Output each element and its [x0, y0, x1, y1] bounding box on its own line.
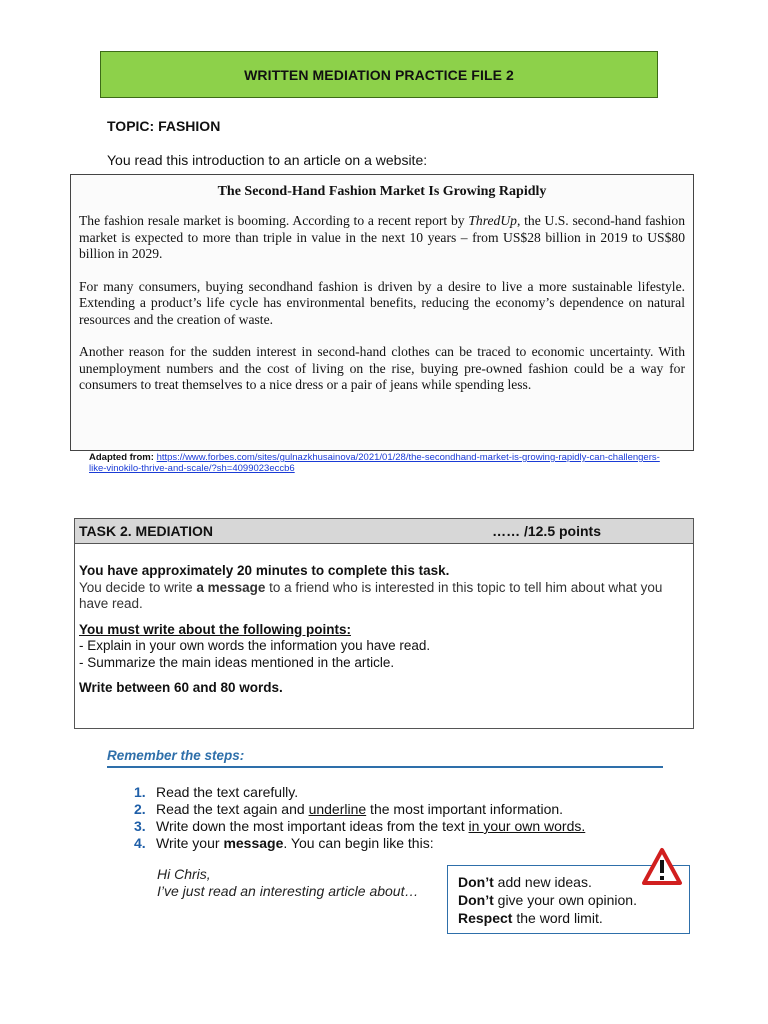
greeting-line-2: I’ve just read an interesting article about… [157, 883, 419, 899]
task-desc-end: to a friend who is interested in this topic to tell him about what you have read. [79, 579, 663, 611]
warning-triangle-icon [641, 847, 683, 887]
page-title [100, 51, 658, 98]
step-text-start: Write your [156, 835, 224, 851]
task-desc-start: You decide to write [79, 579, 197, 595]
task-title: TASK 2. MEDIATION [79, 523, 214, 539]
source-citation [89, 452, 669, 474]
warning-line-1-bold: Don’t [458, 874, 494, 890]
article-title: The Second-Hand Fashion Market Is Growing Rapidly [217, 184, 547, 199]
step-text-end: the most important information. [366, 801, 564, 817]
step-text [156, 801, 563, 818]
step-text-underlined: in your own words. [468, 818, 586, 834]
article-p1-end: , the U.S. second-hand fashion market is expected to more than triple in value in the next 10 years – from US$28 billion in 2019 to US$80 billion in 2029. [79, 213, 685, 261]
step-number: 1. [134, 784, 146, 800]
warning-line-2 [458, 891, 689, 909]
example-greeting [157, 866, 418, 900]
step-text-end: . You can begin like this: [283, 835, 434, 851]
remember-heading: Remember the steps: [107, 748, 663, 768]
step-text: Read the text carefully. [156, 784, 299, 800]
article-p1-source: ThredUp [468, 213, 517, 228]
page-title-text: WRITTEN MEDIATION PRACTICE FILE 2 [244, 66, 514, 83]
task-desc-bold: a message [196, 579, 266, 595]
task-word-limit: Write between 60 and 80 words. [79, 680, 283, 695]
task-point-2: - Summarize the main ideas mentioned in the article. [79, 654, 395, 670]
list-item [134, 835, 585, 852]
warning-line-3-bold: Respect [458, 910, 513, 926]
warning-line-2-bold: Don’t [458, 892, 494, 908]
step-text [156, 835, 434, 852]
article-paragraph-2: For many consumers, buying secondhand fashion is driven by a desire to live a more sustainable lifestyle. Extending a product’s life cycle has environmental benefits, reducing the economy’s dependence on natural resources and the creation of waste. [79, 278, 685, 327]
article-box [70, 174, 694, 451]
step-number: 3. [134, 818, 146, 834]
list-item [134, 801, 585, 818]
task-header [75, 519, 693, 544]
task-point-1: - Explain in your own words the information you have read. [79, 638, 431, 653]
task-body [75, 544, 693, 697]
article-p1-start: The fashion resale market is booming. According to a recent report by [79, 213, 469, 228]
warning-line-2-text: give your own opinion. [493, 892, 637, 908]
list-item [134, 818, 585, 835]
step-text-start: Write down the most important ideas from the text [156, 818, 469, 834]
warning-line-3-text: the word limit. [512, 910, 603, 926]
task-description [79, 580, 689, 613]
list-item [134, 784, 585, 801]
task-points: …… /12.5 points [492, 523, 601, 539]
article-paragraph-3: Another reason for the sudden interest in second-hand clothes can be traced to economic uncertainty. With unemployment numbers and the cost of living on the rise, buying pre-owned fashion could be a way for consumers to treat themselves to a nice dress or a pair of jeans while spending less. [79, 344, 685, 392]
step-text-underlined: underline [308, 801, 367, 817]
step-text-start: Read the text again and [156, 801, 309, 817]
step-text [156, 818, 585, 835]
topic-heading: TOPIC: FASHION [107, 118, 221, 134]
article-paragraph-1 [79, 213, 685, 263]
intro-text: You read this introduction to an article on a website: [107, 152, 428, 168]
task-time: You have approximately 20 minutes to complete this task. [79, 563, 450, 578]
source-link[interactable]: https://www.forbes.com/sites/gulnazkhusainova/2021/01/28/the-secondhand-market-is-growing-rapidly-can-challengers-like-vinokilo-thrive-and-scale/?sh=4099023eccb6 [89, 452, 660, 474]
task-box [74, 518, 694, 729]
step-number: 4. [134, 835, 146, 851]
greeting-line-1: Hi Chris, [157, 866, 211, 882]
step-text-bold: message [223, 835, 284, 851]
source-label: Adapted from: [89, 452, 154, 463]
warning-line-1-text: add new ideas. [493, 874, 592, 890]
step-number: 2. [134, 801, 146, 817]
steps-list [134, 784, 585, 852]
task-points-heading: You must write about the following points: [79, 621, 351, 637]
warning-line-3 [458, 909, 689, 927]
